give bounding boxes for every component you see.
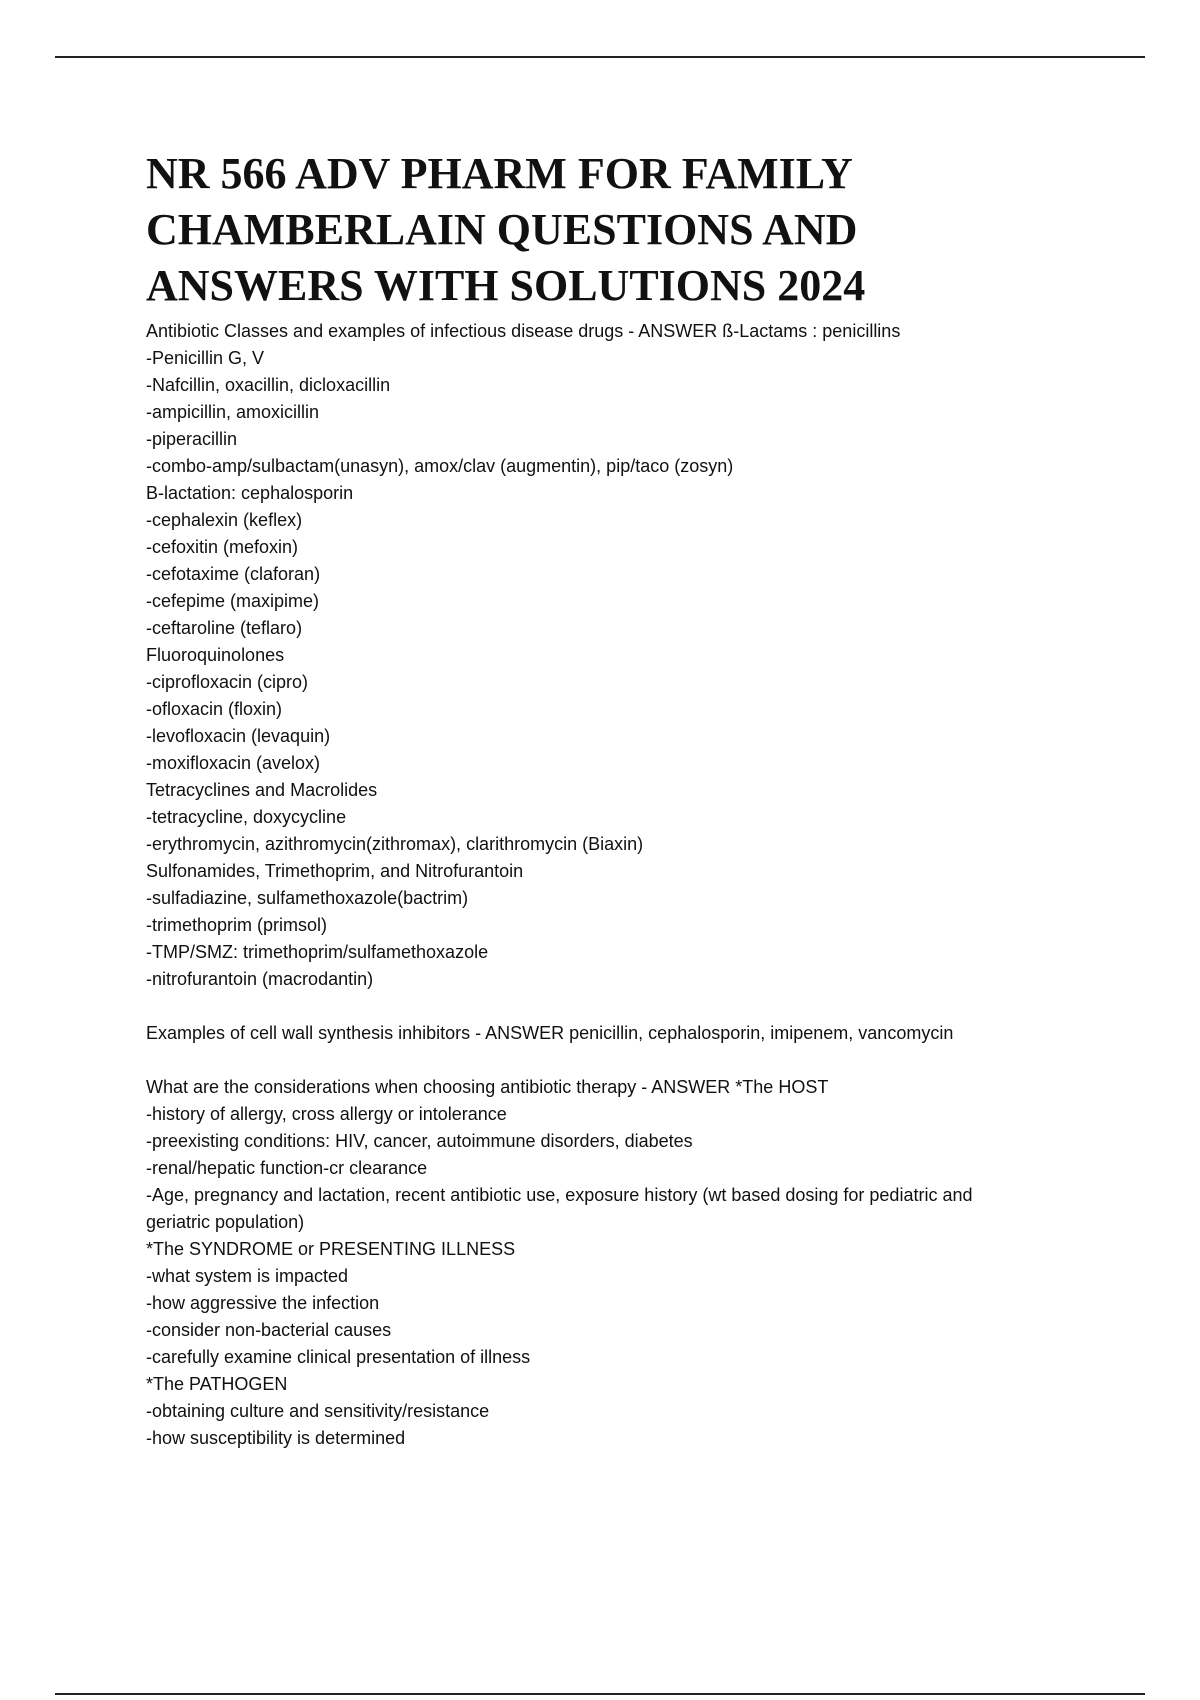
text-line: Examples of cell wall synthesis inhibitors - ANSWER penicillin, cephalosporin, imipenem, vancomycin: [146, 1023, 954, 1043]
text-line: -renal/hepatic function-cr clearance: [146, 1158, 428, 1178]
text-line: -Nafcillin, oxacillin, dicloxacillin: [146, 375, 391, 395]
text-line: -cefotaxime (claforan): [146, 564, 321, 584]
text-line: -TMP/SMZ: trimethoprim/sulfamethoxazole: [146, 942, 489, 962]
text-line: -nitrofurantoin (macrodantin): [146, 969, 374, 989]
text-line: -history of allergy, cross allergy or intolerance: [146, 1104, 507, 1124]
text-line: -obtaining culture and sensitivity/resistance: [146, 1401, 490, 1421]
text-line: -erythromycin, azithromycin(zithromax), clarithromycin (Biaxin): [146, 834, 644, 854]
text-line: -ciprofloxacin (cipro): [146, 672, 309, 692]
text-line: -ofloxacin (floxin): [146, 699, 283, 719]
text-line: -sulfadiazine, sulfamethoxazole(bactrim): [146, 888, 469, 908]
text-line: -combo-amp/sulbactam(unasyn), amox/clav (augmentin), pip/taco (zosyn): [146, 456, 734, 476]
paragraph-gap: [146, 1047, 1106, 1074]
top-rule: [55, 56, 1145, 58]
text-line: -moxifloxacin (avelox): [146, 753, 321, 773]
title-line: CHAMBERLAIN QUESTIONS AND: [146, 205, 858, 254]
text-line: Tetracyclines and Macrolides: [146, 780, 378, 800]
text-line: -ampicillin, amoxicillin: [146, 402, 320, 422]
text-line: -trimethoprim (primsol): [146, 915, 328, 935]
qa-antibiotic-classes: [146, 318, 1106, 993]
qa-antibiotic-considerations: [146, 1074, 1106, 1452]
text-line: -Penicillin G, V: [146, 348, 265, 368]
text-line: geriatric population): [146, 1212, 305, 1232]
document-page: [146, 146, 1106, 1452]
text-line: B-lactation: cephalosporin: [146, 483, 354, 503]
text-line: -piperacillin: [146, 429, 238, 449]
text-line: -tetracycline, doxycycline: [146, 807, 347, 827]
text-line: -how susceptibility is determined: [146, 1428, 406, 1448]
text-line: -ceftaroline (teflaro): [146, 618, 303, 638]
title-line: NR 566 ADV PHARM FOR FAMILY: [146, 149, 853, 198]
text-line: -what system is impacted: [146, 1266, 349, 1286]
text-line: -levofloxacin (levaquin): [146, 726, 331, 746]
text-line: *The SYNDROME or PRESENTING ILLNESS: [146, 1239, 516, 1259]
document-title: [146, 146, 1106, 314]
text-line: *The PATHOGEN: [146, 1374, 288, 1394]
title-line: ANSWERS WITH SOLUTIONS 2024: [146, 261, 866, 310]
text-line: -how aggressive the infection: [146, 1293, 380, 1313]
text-line: Sulfonamides, Trimethoprim, and Nitrofurantoin: [146, 861, 524, 881]
text-line: -preexisting conditions: HIV, cancer, autoimmune disorders, diabetes: [146, 1131, 693, 1151]
paragraph-gap: [146, 993, 1106, 1020]
text-line: -cephalexin (keflex): [146, 510, 303, 530]
bottom-rule: [55, 1693, 1145, 1695]
text-line: Fluoroquinolones: [146, 645, 285, 665]
text-line: -carefully examine clinical presentation of illness: [146, 1347, 531, 1367]
qa-cell-wall-inhibitors: [146, 1020, 1106, 1047]
text-line: -consider non-bacterial causes: [146, 1320, 392, 1340]
text-line: -cefepime (maxipime): [146, 591, 320, 611]
text-line: What are the considerations when choosing antibiotic therapy - ANSWER *The HOST: [146, 1077, 829, 1097]
text-line: Antibiotic Classes and examples of infectious disease drugs - ANSWER ß-Lactams : penicillins: [146, 321, 901, 341]
text-line: -cefoxitin (mefoxin): [146, 537, 299, 557]
text-line: -Age, pregnancy and lactation, recent antibiotic use, exposure history (wt based dosing for pediatric and: [146, 1185, 973, 1205]
